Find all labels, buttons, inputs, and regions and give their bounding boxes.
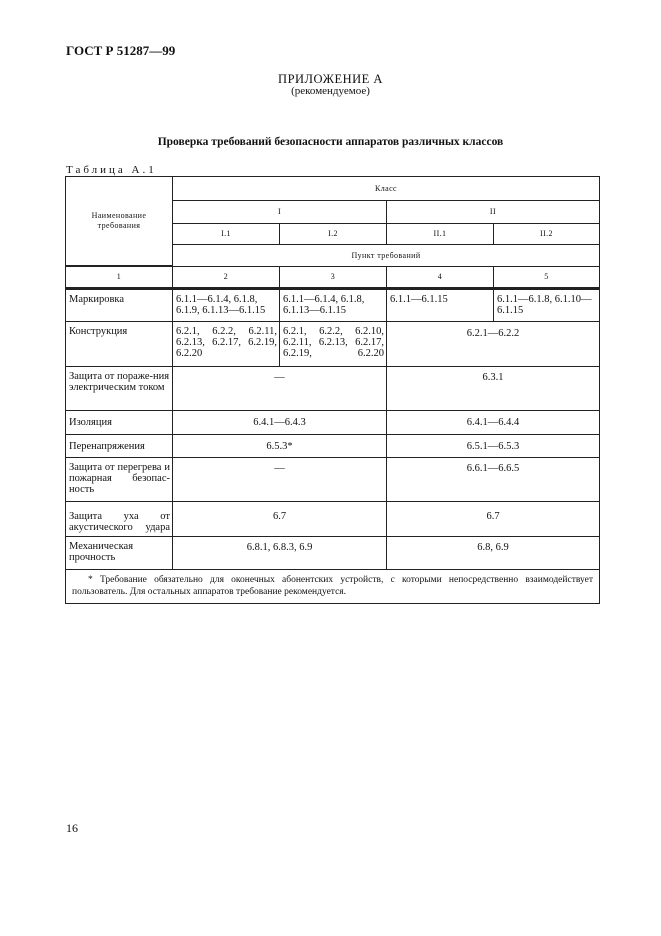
row-overheat-class1: — bbox=[172, 457, 387, 502]
requirements-table bbox=[65, 176, 600, 604]
header-sub-1-1: I.1 bbox=[172, 223, 280, 245]
row-insulation-name: Изоляция bbox=[65, 410, 173, 435]
column-number-4: 4 bbox=[386, 266, 494, 289]
header-points: Пункт требований bbox=[172, 244, 600, 267]
row-overheat-class2: 6.6.1—6.6.5 bbox=[386, 457, 600, 502]
row-shock-class2: 6.3.1 bbox=[386, 366, 600, 411]
document-code: ГОСТ Р 51287—99 bbox=[66, 43, 176, 58]
section-title: Проверка требований безопасности аппаратов различных классов bbox=[157, 136, 504, 148]
row-shock-class1: — bbox=[172, 366, 387, 411]
header-sub-2-1: II.1 bbox=[386, 223, 494, 245]
row-mechanical-class2: 6.8, 6.9 bbox=[386, 536, 600, 570]
appendix-title: ПРИЛОЖЕНИЕ А bbox=[278, 72, 383, 86]
row-mechanical-class1: 6.8.1, 6.8.3, 6.9 bbox=[172, 536, 387, 570]
row-insulation-class2: 6.4.1—6.4.4 bbox=[386, 410, 600, 435]
row-marking-name: Маркировка bbox=[65, 289, 173, 322]
row-overvoltage-class1: 6.5.3* bbox=[172, 434, 387, 458]
row-construction-col3: 6.2.1, 6.2.2, 6.2.10, 6.2.11, 6.2.13, 6.2.17, 6.2.19, 6.2.20 bbox=[279, 321, 387, 367]
row-marking-col5: 6.1.1—6.1.8, 6.1.10—6.1.15 bbox=[493, 289, 600, 322]
column-number-2: 2 bbox=[172, 266, 280, 289]
row-ear-name: Защита уха от акустического удара bbox=[65, 501, 173, 537]
header-requirement-name: Наименование требования bbox=[65, 176, 173, 266]
header-sub-1-2: I.2 bbox=[279, 223, 387, 245]
header-class-2: II bbox=[386, 200, 600, 224]
row-ear-class2: 6.7 bbox=[386, 501, 600, 537]
header-class-1: I bbox=[172, 200, 387, 224]
row-overvoltage-class2: 6.5.1—6.5.3 bbox=[386, 434, 600, 458]
header-sub-2-2: II.2 bbox=[493, 223, 600, 245]
column-number-1: 1 bbox=[65, 266, 173, 289]
column-number-3: 3 bbox=[279, 266, 387, 289]
column-number-5: 5 bbox=[493, 266, 600, 289]
table-label: Таблица А.1 bbox=[66, 164, 157, 176]
row-ear-class1: 6.7 bbox=[172, 501, 387, 537]
page-number: 16 bbox=[66, 821, 78, 835]
row-construction-name: Конструкция bbox=[65, 321, 173, 367]
row-shock-name: Защита от пораже-ния электрическим током bbox=[65, 366, 173, 411]
row-marking-col2: 6.1.1—6.1.4, 6.1.8, 6.1.9, 6.1.13—6.1.15 bbox=[172, 289, 280, 322]
row-overvoltage-name: Перенапряжения bbox=[65, 434, 173, 458]
row-marking-col3: 6.1.1—6.1.4, 6.1.8, 6.1.13—6.1.15 bbox=[279, 289, 387, 322]
row-insulation-class1: 6.4.1—6.4.3 bbox=[172, 410, 387, 435]
header-class: Класс bbox=[172, 176, 600, 201]
row-construction-class2: 6.2.1—6.2.2 bbox=[386, 321, 600, 367]
row-mechanical-name: Механическая прочность bbox=[65, 536, 173, 570]
appendix-subtitle: (рекомендуемое) bbox=[291, 85, 370, 97]
row-marking-col4: 6.1.1—6.1.15 bbox=[386, 289, 494, 322]
row-construction-col2: 6.2.1, 6.2.2, 6.2.11, 6.2.13, 6.2.17, 6.2.19, 6.2.20 bbox=[172, 321, 280, 367]
table-footnote: * Требование обязательно для оконечных абонентских устройств, с которыми непосредственно взаимодействует пользователь. Для остальных аппаратов требование рекомендуется. bbox=[65, 569, 600, 604]
row-overheat-name: Защита от перегрева и пожарная безопас-ность bbox=[65, 457, 173, 502]
